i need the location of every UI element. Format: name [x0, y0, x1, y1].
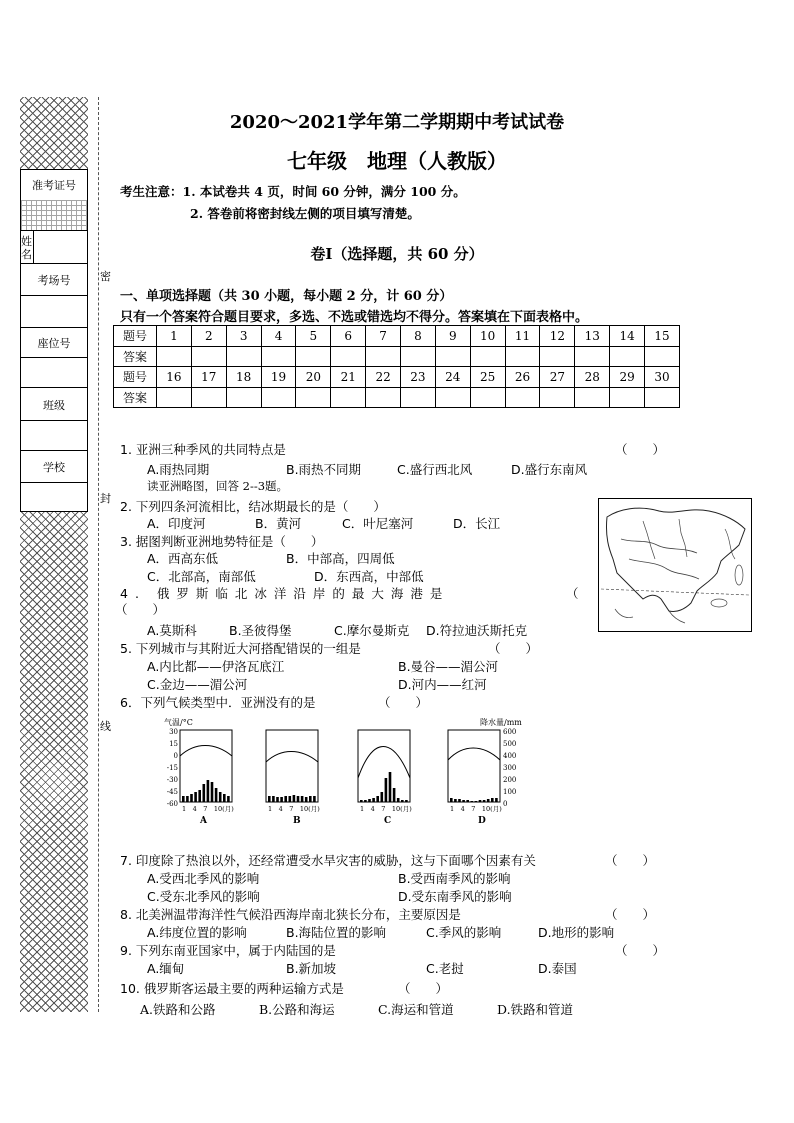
table-row: [114, 367, 680, 388]
q-number: 4: [261, 326, 296, 347]
answer-cell[interactable]: [296, 346, 331, 367]
exam-number-boxes[interactable]: [21, 200, 87, 231]
q3-option-a: A．西高东低: [147, 551, 219, 566]
precip-bar: [487, 799, 490, 802]
asia-map-drawing: [599, 499, 751, 631]
q2-option-b: B．黄河: [255, 516, 302, 531]
label-name: 姓名: [21, 231, 34, 264]
q-number: 3: [226, 326, 261, 347]
q1-option-a: A.雨热同期: [147, 462, 210, 477]
q-number: 29: [610, 367, 645, 388]
q1-option-b: B.雨热不同期: [286, 462, 362, 477]
precip-bar: [397, 798, 400, 802]
temp-tick-label: -60: [166, 800, 178, 808]
chart-frame: [180, 730, 232, 802]
precip-bar: [227, 796, 230, 802]
precip-tick-label: 200: [503, 776, 517, 784]
question-7-stem: 7. 印度除了热浪以外，还经常遭受水旱灾害的威胁，这与下面哪个因素有关: [120, 853, 536, 868]
notice-line-1: [120, 182, 466, 200]
q2-option-c: C．叶尼塞河: [342, 516, 414, 531]
answer-cell[interactable]: [191, 387, 226, 408]
precip-bar: [284, 796, 287, 802]
precip-bar: [272, 796, 275, 802]
question-9-paren[interactable]: （ ）: [615, 943, 666, 958]
q10-option-b: B.公路和海运: [259, 1002, 335, 1017]
precip-bar: [450, 798, 453, 802]
answer-cell[interactable]: [575, 346, 610, 367]
q-number: 10: [470, 326, 505, 347]
q4-option-c: C.摩尔曼斯克: [334, 623, 410, 638]
precip-bar: [458, 799, 461, 802]
seal-char-xian: 线: [100, 720, 111, 733]
precip-bar: [462, 800, 465, 802]
q-number: 13: [575, 326, 610, 347]
question-1-paren[interactable]: （ ）: [615, 442, 666, 457]
q-number: 26: [505, 367, 540, 388]
chart-label-d: D: [478, 816, 486, 826]
question-8-paren[interactable]: （ ）: [605, 907, 656, 922]
binding-hatch-bottom: [20, 512, 88, 1012]
q9-option-a: A.缅甸: [147, 961, 185, 976]
answer-cell[interactable]: [505, 346, 540, 367]
q-number: 7: [366, 326, 401, 347]
question-4-stem: 4. 俄罗斯临北冰洋沿岸的最大海港是: [120, 586, 450, 601]
q-number: 27: [540, 367, 575, 388]
answer-cell[interactable]: [540, 387, 575, 408]
precip-bar: [360, 800, 363, 802]
q3-option-b: B．中部高，四周低: [286, 551, 395, 566]
question-10-paren[interactable]: （ ）: [398, 981, 449, 996]
seal-char-feng: 封: [100, 492, 111, 505]
precip-bar: [219, 792, 222, 802]
precip-bar: [368, 799, 371, 802]
section-instruction: 只有一个答案符合题目要求，多选、不选或错选均不得分。答案填在下面表格中。: [120, 310, 589, 325]
precip-bar: [297, 796, 300, 802]
precip-bar: [182, 796, 185, 802]
precip-bar: [483, 800, 486, 802]
precip-bar: [491, 798, 494, 802]
precip-bar: [293, 795, 296, 802]
question-6-paren[interactable]: （ ）: [378, 695, 429, 710]
precip-bar: [376, 796, 379, 802]
temp-tick-label: -15: [166, 764, 178, 772]
seal-char-mi: 密: [100, 270, 111, 283]
table-row: [114, 326, 680, 347]
row-label: 题号: [114, 326, 157, 347]
answer-cell[interactable]: [261, 387, 296, 408]
answer-cell[interactable]: [435, 346, 470, 367]
month-tick-label: 1 4 7 10(月): [182, 805, 234, 813]
q7-option-c: C.受东北季风的影响: [147, 889, 260, 904]
temperature-curve: [448, 748, 500, 760]
precip-bar: [268, 796, 271, 802]
answer-label: 答案: [114, 346, 157, 367]
exam-subtitle: 七年级 地理（人教版）: [287, 149, 507, 173]
question-4-paren[interactable]: （ ）: [115, 602, 166, 617]
answer-cell[interactable]: [470, 387, 505, 408]
answer-cell[interactable]: [261, 346, 296, 367]
precip-bar: [289, 796, 292, 802]
climate-charts: [160, 716, 530, 814]
chart-frame: [358, 730, 410, 802]
answer-table: [113, 325, 680, 408]
q9-option-b: B.新加坡: [286, 961, 337, 976]
q-number: 24: [435, 367, 470, 388]
q-number: 11: [505, 326, 540, 347]
question-9-stem: 9. 下列东南亚国家中，属于内陆国的是: [120, 943, 336, 958]
question-5-paren[interactable]: （ ）: [488, 641, 539, 656]
precip-bar: [381, 792, 384, 802]
table-row: [114, 387, 680, 408]
label-seat-number: 座位号: [21, 327, 87, 358]
temperature-curve: [266, 752, 318, 763]
precip-bar: [405, 800, 408, 802]
q-number: 6: [331, 326, 366, 347]
precip-bar: [479, 800, 482, 802]
answer-cell[interactable]: [157, 346, 192, 367]
precip-bar: [305, 797, 308, 802]
q4-option-a: A.莫斯科: [147, 623, 197, 638]
question-8-stem: 8. 北美洲温带海洋性气候沿西海岸南北狭长分布，主要原因是: [120, 907, 461, 922]
q5-option-d: D.河内——红河: [398, 677, 487, 692]
row-label: 题号: [114, 367, 157, 388]
q-number: 16: [157, 367, 192, 388]
notice-line-2: 2. 答卷前将密封线左侧的项目填写清楚。: [190, 206, 420, 221]
temp-tick-label: -45: [166, 788, 178, 796]
q7-option-d: D.受东南季风的影响: [398, 889, 512, 904]
question-10-stem: 10. 俄罗斯客运最主要的两种运输方式是: [120, 981, 344, 996]
q8-option-a: A.纬度位置的影响: [147, 925, 247, 940]
q-number: 1: [157, 326, 192, 347]
table-row: [114, 346, 680, 367]
precip-bar: [475, 801, 478, 802]
precip-tick-label: 300: [503, 764, 517, 772]
q9-option-d: D.泰国: [538, 961, 577, 976]
q1-option-c: C.盛行西北风: [397, 462, 473, 477]
chart-frame: [448, 730, 500, 802]
precip-bar: [454, 799, 457, 802]
q7-option-b: B.受西南季风的影响: [398, 871, 511, 886]
q10-option-c: C.海运和管道: [378, 1002, 454, 1017]
month-tick-label: 1 4 7 10(月): [450, 805, 502, 813]
q-number: 28: [575, 367, 610, 388]
answer-cell[interactable]: [435, 387, 470, 408]
label-exam-number: 准考证号: [32, 179, 76, 192]
precip-axis-label: 降水量/mm: [480, 718, 522, 727]
precip-bar: [186, 796, 189, 802]
precip-bar: [194, 792, 197, 802]
precip-bar: [203, 784, 206, 802]
q-number: 25: [470, 367, 505, 388]
q10-option-a: A.铁路和公路: [140, 1002, 216, 1017]
precip-bar: [301, 796, 304, 802]
precip-tick-label: 0: [503, 800, 508, 808]
q-number: 12: [540, 326, 575, 347]
answer-cell[interactable]: [645, 387, 680, 408]
class-field[interactable]: [21, 420, 87, 451]
q1-option-d: D.盛行东南风: [511, 462, 588, 477]
notice-text-1: 1. 本试卷共 4 页，时间 60 分钟，满分 100 分。: [182, 184, 466, 199]
precip-tick-label: 400: [503, 752, 517, 760]
q-number: 14: [610, 326, 645, 347]
chart-frame: [266, 730, 318, 802]
q8-option-b: B.海陆位置的影响: [286, 925, 387, 940]
answer-cell[interactable]: [401, 346, 436, 367]
temp-axis-label: 气温/°C: [164, 718, 193, 727]
answer-cell[interactable]: [401, 387, 436, 408]
precip-tick-label: 600: [503, 728, 517, 736]
q3-option-d: D．东西高，中部低: [314, 569, 424, 584]
asia-map: [598, 498, 752, 632]
precip-bar: [280, 797, 283, 802]
question-3-stem: 3. 据图判断亚洲地势特征是（ ）: [120, 534, 324, 549]
precip-tick-label: 500: [503, 740, 517, 748]
student-info-box: [20, 169, 88, 512]
question-6-stem: 6．下列气候类型中．亚洲没有的是: [120, 695, 316, 710]
q-number: 21: [331, 367, 366, 388]
precip-bar: [198, 790, 201, 802]
answer-cell[interactable]: [575, 387, 610, 408]
precip-bar: [466, 800, 469, 802]
answer-cell[interactable]: [610, 387, 645, 408]
q2-option-a: A．印度河: [147, 516, 206, 531]
temperature-curve: [358, 747, 410, 779]
precip-bar: [471, 801, 474, 802]
month-tick-label: 1 4 7 10(月): [268, 805, 320, 813]
q-number: 20: [296, 367, 331, 388]
q-number: 19: [261, 367, 296, 388]
label-school: 学校: [21, 450, 87, 483]
q-number: 23: [401, 367, 436, 388]
precip-bar: [309, 796, 312, 802]
question-4-paren-open: （: [566, 586, 579, 601]
q7-option-a: A.受西北季风的影响: [147, 871, 260, 886]
question-7-paren[interactable]: （ ）: [605, 853, 656, 868]
answer-cell[interactable]: [191, 346, 226, 367]
seal-line: [98, 97, 99, 1012]
precip-bar: [211, 782, 214, 802]
answer-cell[interactable]: [226, 346, 261, 367]
notice-label: 考生注意：: [120, 184, 183, 199]
chart-label-b: B: [293, 816, 301, 826]
precip-bar: [495, 798, 498, 802]
precip-tick-label: 100: [503, 788, 517, 796]
q-number: 9: [435, 326, 470, 347]
temp-tick-label: 0: [173, 752, 178, 760]
label-exam-room: 考场号: [21, 263, 87, 296]
q8-option-c: C.季风的影响: [426, 925, 502, 940]
question-1-stem: 1. 亚洲三种季风的共同特点是: [120, 442, 286, 457]
q3-option-c: C．北部高，南部低: [147, 569, 256, 584]
q-number: 8: [401, 326, 436, 347]
precip-bar: [276, 797, 279, 802]
precip-bar: [393, 788, 396, 802]
q5-option-a: A.内比都——伊洛瓦底江: [147, 659, 285, 674]
label-class: 班级: [21, 387, 87, 421]
precip-bar: [364, 800, 367, 802]
chart-label-c: C: [384, 816, 392, 826]
answer-cell[interactable]: [645, 346, 680, 367]
precip-bar: [401, 800, 404, 802]
precip-bar: [207, 780, 210, 802]
chart-label-a: A: [200, 816, 207, 826]
q-number: 5: [296, 326, 331, 347]
answer-cell[interactable]: [226, 387, 261, 408]
answer-cell[interactable]: [157, 387, 192, 408]
q-number: 17: [191, 367, 226, 388]
map-note: 读亚洲略图，回答 2--3题。: [147, 479, 289, 493]
q-number: 15: [645, 326, 680, 347]
precip-bar: [385, 778, 388, 802]
answer-cell[interactable]: [296, 387, 331, 408]
q4-option-d: D.符拉迪沃斯托克: [426, 623, 528, 638]
answer-cell[interactable]: [610, 346, 645, 367]
precip-bar: [190, 794, 193, 802]
precip-bar: [313, 796, 316, 802]
precip-bar: [215, 788, 218, 802]
answer-cell[interactable]: [470, 346, 505, 367]
temperature-curve: [180, 746, 232, 757]
question-5-stem: 5. 下列城市与其附近大河搭配错误的一组是: [120, 641, 361, 656]
temp-tick-label: -30: [166, 776, 178, 784]
answer-cell[interactable]: [366, 346, 401, 367]
answer-label: 答案: [114, 387, 157, 408]
q-number: 2: [191, 326, 226, 347]
section-heading: 一、单项选择题（共 30 小题，每小题 2 分，计 60 分）: [120, 289, 453, 304]
school-field[interactable]: [21, 482, 87, 512]
precip-bar: [223, 794, 226, 802]
precip-bar: [372, 798, 375, 802]
q2-option-d: D．长江: [453, 516, 501, 531]
q5-option-b: B.曼谷——湄公河: [398, 659, 499, 674]
q5-option-c: C.金边——湄公河: [147, 677, 248, 692]
month-tick-label: 1 4 7 10(月): [360, 805, 412, 813]
part-title: 卷Ⅰ（选择题，共 60 分）: [310, 245, 484, 263]
exam-room-field[interactable]: [21, 295, 87, 328]
answer-cell[interactable]: [540, 346, 575, 367]
temp-tick-label: 15: [169, 740, 178, 748]
q4-option-b: B.圣彼得堡: [229, 623, 292, 638]
q8-option-d: D.地形的影响: [538, 925, 615, 940]
q-number: 22: [366, 367, 401, 388]
answer-cell[interactable]: [505, 387, 540, 408]
q9-option-c: C.老挝: [426, 961, 464, 976]
q-number: 30: [645, 367, 680, 388]
answer-cell[interactable]: [331, 387, 366, 408]
seat-number-field[interactable]: [21, 357, 87, 388]
precip-bar: [389, 772, 392, 802]
answer-cell[interactable]: [366, 387, 401, 408]
question-2-stem: 2. 下列四条河流相比，结冰期最长的是（ ）: [120, 499, 386, 514]
temp-tick-label: 30: [169, 728, 178, 736]
exam-title: 2020～2021学年第二学期期中考试试卷: [229, 112, 565, 133]
answer-cell[interactable]: [331, 346, 366, 367]
q-number: 18: [226, 367, 261, 388]
q10-option-d: D.铁路和管道: [497, 1002, 574, 1017]
